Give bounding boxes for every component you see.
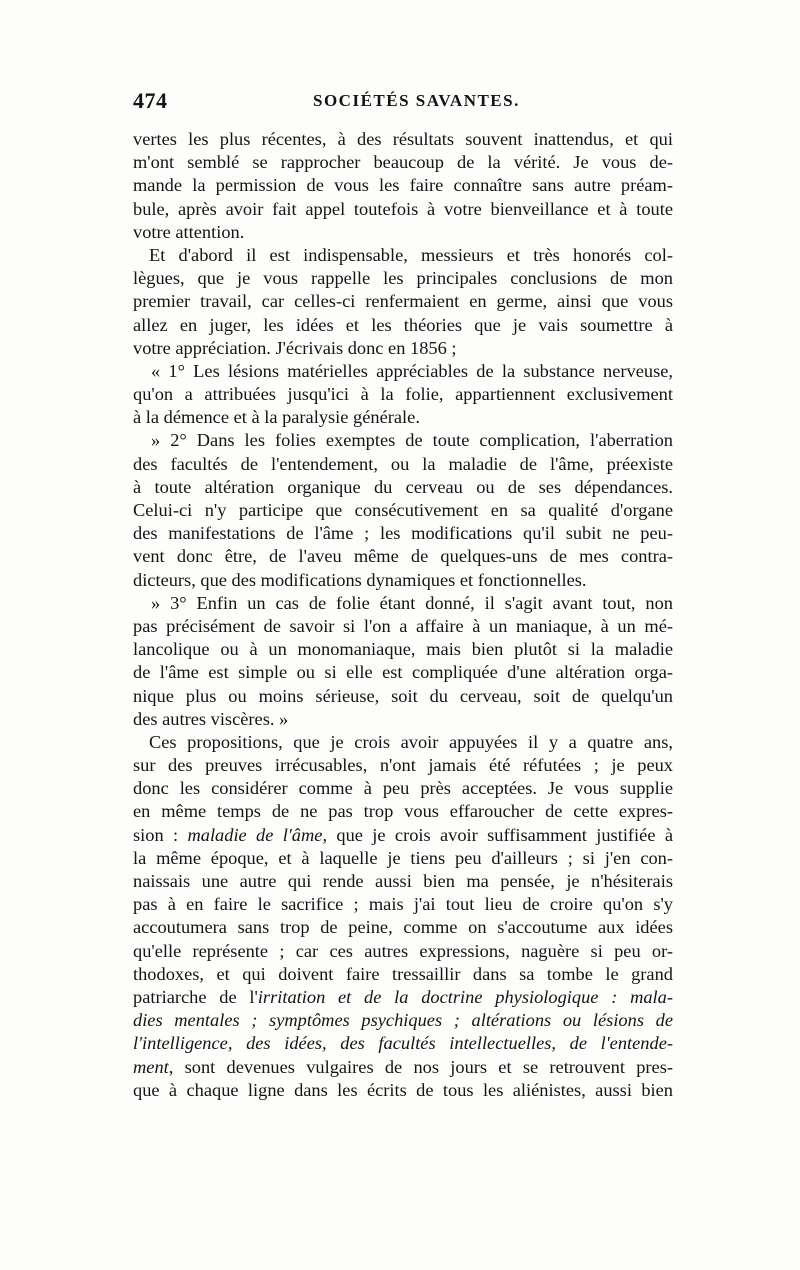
italic-phrase: ment [133, 1056, 169, 1077]
page-number: 474 [133, 88, 168, 113]
text-line: donc les considérer comme à peu près acceptées. Je vous supplie [133, 778, 673, 799]
text-line: Celui-ci n'y participe que consécutivement en sa qualité d'organe [133, 500, 673, 520]
text-line: naissais une autre qui rende aussi bien ma pensée, je n'hésiterais [133, 871, 673, 891]
italic-phrase: irritation et de la doctrine physiologique : mala- [257, 986, 673, 1007]
body-text [133, 128, 673, 1102]
text-segment: , sont devenues vulgaires de nos jours et se retrouvent pres- [168, 1056, 673, 1077]
text-line: votre attention. [133, 221, 245, 242]
text-line: sur des preuves irrécusables, n'ont jamais été réfutées ; je peux [133, 755, 673, 776]
text-line: m'ont semblé se rapprocher beaucoup de la vérité. Je vous de- [133, 152, 673, 173]
text-line: que à chaque ligne dans les écrits de tous les aliénistes, aussi bien [133, 1079, 673, 1100]
text-segment: patriarche de l' [133, 986, 258, 1007]
text-line: allez en juger, les idées et les théories que je vais soumettre à [133, 314, 673, 335]
text-line: à la démence et à la paralysie générale. [133, 407, 420, 428]
quote-start-line: « 1° Les lésions matérielles appréciables de la substance nerveuse, [151, 360, 673, 381]
text-line: vertes les plus récentes, à des résultats souvent inattendus, et qui [133, 129, 673, 149]
text-line: bule, après avoir fait appel toutefois à votre bienveillance et à toute [133, 198, 673, 219]
text-segment: , que je crois avoir suffisamment justifiée à [322, 824, 674, 845]
text-line: accoutumera sans trop de peine, comme on s'accoutume aux idées [133, 917, 673, 938]
running-head: SOCIÉTÉS SAVANTES. [313, 91, 520, 110]
quote-item-line: » 3° Enfin un cas de folie étant donné, il s'agit avant tout, non [151, 592, 673, 613]
text-line: des autres viscères. » [133, 708, 289, 729]
text-line: mande la permission de vous les faire connaître sans autre préam- [133, 175, 673, 196]
text-line: des facultés de l'entendement, ou la maladie de l'âme, préexiste [133, 453, 673, 474]
text-line-with-italic [133, 824, 673, 847]
text-line: votre appréciation. J'écrivais donc en 1856 ; [133, 337, 457, 358]
text-line: pas à en faire le sacrifice ; mais j'ai tout lieu de croire qu'on s'y [133, 894, 673, 915]
text-line: premier travail, car celles-ci renfermaient en germe, ainsi que vous [133, 291, 673, 312]
text-line: en même temps de ne pas trop vous effaroucher de cette expres- [133, 801, 673, 822]
text-line: dicteurs, que des modifications dynamiques et fonctionnelles. [133, 569, 587, 590]
text-line: thodoxes, et qui doivent faire tressaillir dans sa tombe le grand [133, 963, 673, 984]
text-line: des manifestations de l'âme ; les modifications qu'il subit ne peu- [133, 523, 673, 544]
text-line: de l'âme est simple ou si elle est compliquée d'une altération orga- [133, 662, 673, 683]
paragraph-start-line: Et d'abord il est indispensable, messieurs et très honorés col- [149, 244, 673, 265]
page-header [133, 88, 688, 118]
text-segment: sion : [133, 824, 188, 845]
text-line-with-italic [133, 1056, 673, 1079]
italic-phrase: maladie de l'âme [187, 824, 323, 845]
text-line: qu'elle représente ; car ces autres expressions, naguère si peu or- [133, 940, 673, 961]
italic-line: dies mentales ; symptômes psychiques ; altérations ou lésions de [133, 1010, 673, 1031]
paragraph-start-line: Ces propositions, que je crois avoir appuyées il y a quatre ans, [149, 731, 673, 752]
text-line: qu'on a attribuées jusqu'ici à la folie, appartiennent exclusivement [133, 384, 673, 405]
text-line-with-italic [133, 986, 673, 1009]
text-line: vent donc être, de l'aveu même de quelques-uns de mes contra- [133, 546, 673, 567]
text-line: la même époque, et à laquelle je tiens peu d'ailleurs ; si j'en con- [133, 847, 673, 868]
text-line: pas précisément de savoir si l'on a affaire à un maniaque, à un mé- [133, 615, 673, 636]
text-line: nique plus ou moins sérieuse, soit du cerveau, soit de quelqu'un [133, 685, 673, 706]
text-line: lègues, que je vous rappelle les principales conclusions de mon [133, 268, 673, 289]
text-line: à toute altération organique du cerveau ou de ses dépendances. [133, 476, 673, 497]
quote-item-line: » 2° Dans les folies exemptes de toute complication, l'aberration [151, 430, 673, 451]
text-line: lancolique ou à un monomaniaque, mais bien plutôt si la maladie [133, 639, 673, 660]
italic-line: l'intelligence, des idées, des facultés intellectuelles, de l'entende- [133, 1033, 673, 1054]
